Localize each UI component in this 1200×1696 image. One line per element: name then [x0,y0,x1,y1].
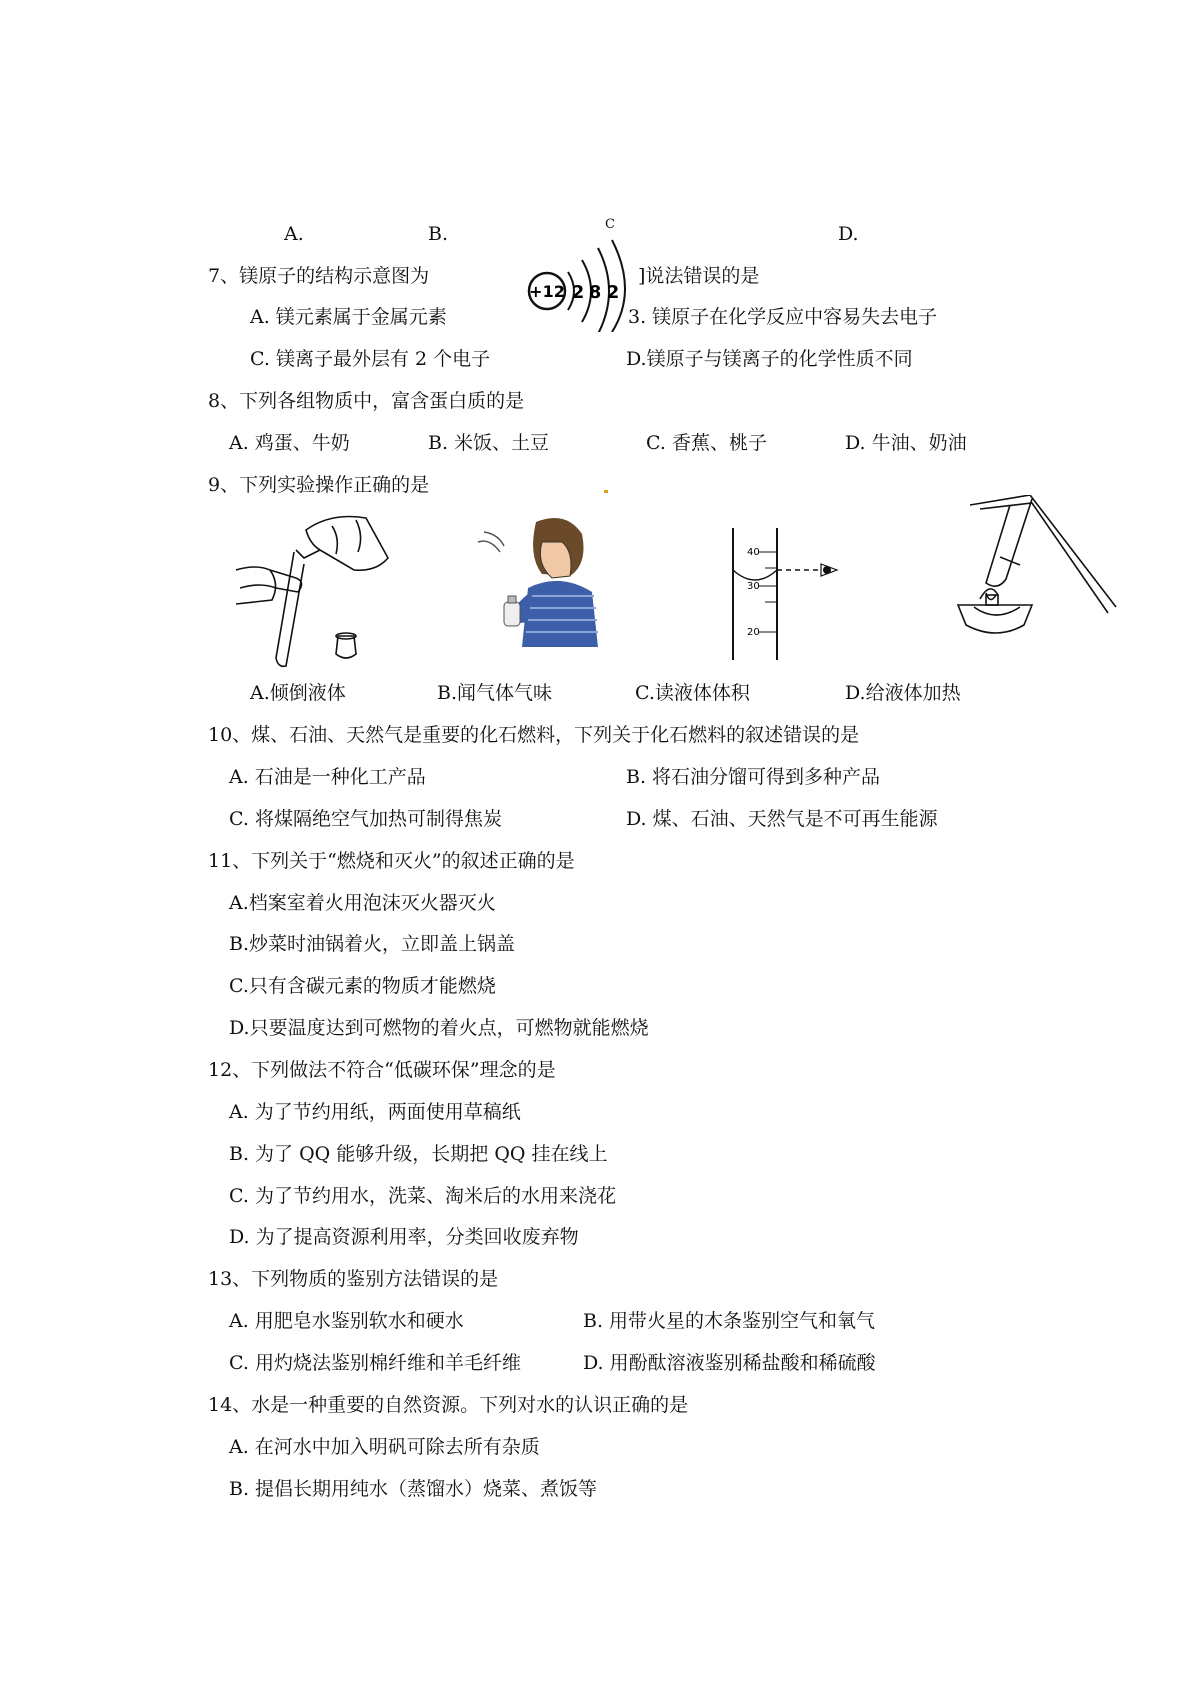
atom-shell-2-label: 8 [588,282,602,303]
atom-shell-3-label: 2 [606,282,620,303]
q8-option-a: A. 鸡蛋、牛奶 [229,432,350,454]
q9-caption-c: C.读液体体积 [635,682,750,704]
decorative-dot [604,490,608,493]
q7-option-a: A. 镁元素属于金属元素 [250,306,447,328]
heating-liquid-illustration [940,495,1120,655]
q9-caption-d: D.给液体加热 [845,682,961,704]
cylinder-tick-mid: 30 [747,581,760,592]
cylinder-tick-top: 40 [747,547,760,558]
q7-option-c: C. 镁离子最外层有 2 个电子 [250,348,491,370]
q14-option-a: A. 在河水中加入明矾可除去所有杂质 [229,1436,540,1458]
q14-stem: 14、水是一种重要的自然资源。下列对水的认识正确的是 [208,1394,689,1416]
q12-stem: 12、下列做法不符合“低碳环保”理念的是 [208,1059,556,1081]
q10-option-b: B. 将石油分馏可得到多种产品 [626,766,881,788]
q13-option-b: B. 用带火星的木条鉴别空气和氧气 [583,1310,876,1332]
magnesium-atom-diagram [520,232,635,332]
q14-option-b: B. 提倡长期用纯水（蒸馏水）烧菜、煮饭等 [229,1478,598,1500]
prev-option-c: C [605,217,615,232]
q7-option-d: D.镁原子与镁离子的化学性质不同 [626,348,913,370]
q11-option-c: C.只有含碳元素的物质才能燃烧 [229,975,496,997]
q8-option-b: B. 米饭、土豆 [428,432,550,454]
q9-caption-a: A.倾倒液体 [250,682,346,704]
q13-stem: 13、下列物质的鉴别方法错误的是 [208,1268,499,1290]
q7-option-b: 3. 镁原子在化学反应中容易失去电子 [628,306,938,328]
q9-caption-b: B.闻气体气味 [437,682,553,704]
q7-stem: 7、镁原子的结构示意图为 [208,265,430,287]
prev-option-b: B. [428,223,449,245]
q11-option-a: A.档案室着火用泡沫灭火器灭火 [229,892,496,914]
atom-shell-1-label: 2 [571,282,585,303]
smelling-gas-illustration [470,512,610,647]
q7-stem-tail: ]说法错误的是 [638,265,760,287]
q8-option-c: C. 香蕉、桃子 [646,432,767,454]
q8-option-d: D. 牛油、奶油 [845,432,967,454]
prev-option-d: D. [838,223,859,245]
q8-stem: 8、下列各组物质中，富含蛋白质的是 [208,390,525,412]
q13-option-d: D. 用酚酞溶液鉴别稀盐酸和稀硫酸 [583,1352,876,1374]
q12-option-a: A. 为了节约用纸，两面使用草稿纸 [229,1101,521,1123]
q11-option-b: B.炒菜时油锅着火，立即盖上锅盖 [229,933,516,955]
q12-option-c: C. 为了节约用水，洗菜、淘米后的水用来浇花 [229,1185,616,1207]
q13-option-a: A. 用肥皂水鉴别软水和硬水 [229,1310,464,1332]
q12-option-d: D. 为了提高资源利用率，分类回收废弃物 [229,1226,579,1248]
cylinder-tick-bottom: 20 [747,627,760,638]
q11-stem: 11、下列关于“燃烧和灭火”的叙述正确的是 [208,850,575,872]
prev-option-a: A. [284,223,304,245]
q10-option-d: D. 煤、石油、天然气是不可再生能源 [626,808,938,830]
q11-option-d: D.只要温度达到可燃物的着火点，可燃物就能燃烧 [229,1017,649,1039]
q13-option-c: C. 用灼烧法鉴别棉纤维和羊毛纤维 [229,1352,521,1374]
q10-stem: 10、煤、石油、天然气是重要的化石燃料，下列关于化石燃料的叙述错误的是 [208,724,860,746]
q12-option-b: B. 为了 QQ 能够升级，长期把 QQ 挂在线上 [229,1143,608,1165]
pouring-liquid-illustration [236,508,406,670]
q10-option-a: A. 石油是一种化工产品 [229,766,426,788]
atom-nucleus-label: +12 [529,282,565,301]
q9-stem: 9、下列实验操作正确的是 [208,474,430,496]
q10-option-c: C. 将煤隔绝空气加热可制得焦炭 [229,808,502,830]
reading-cylinder-illustration [725,528,855,663]
